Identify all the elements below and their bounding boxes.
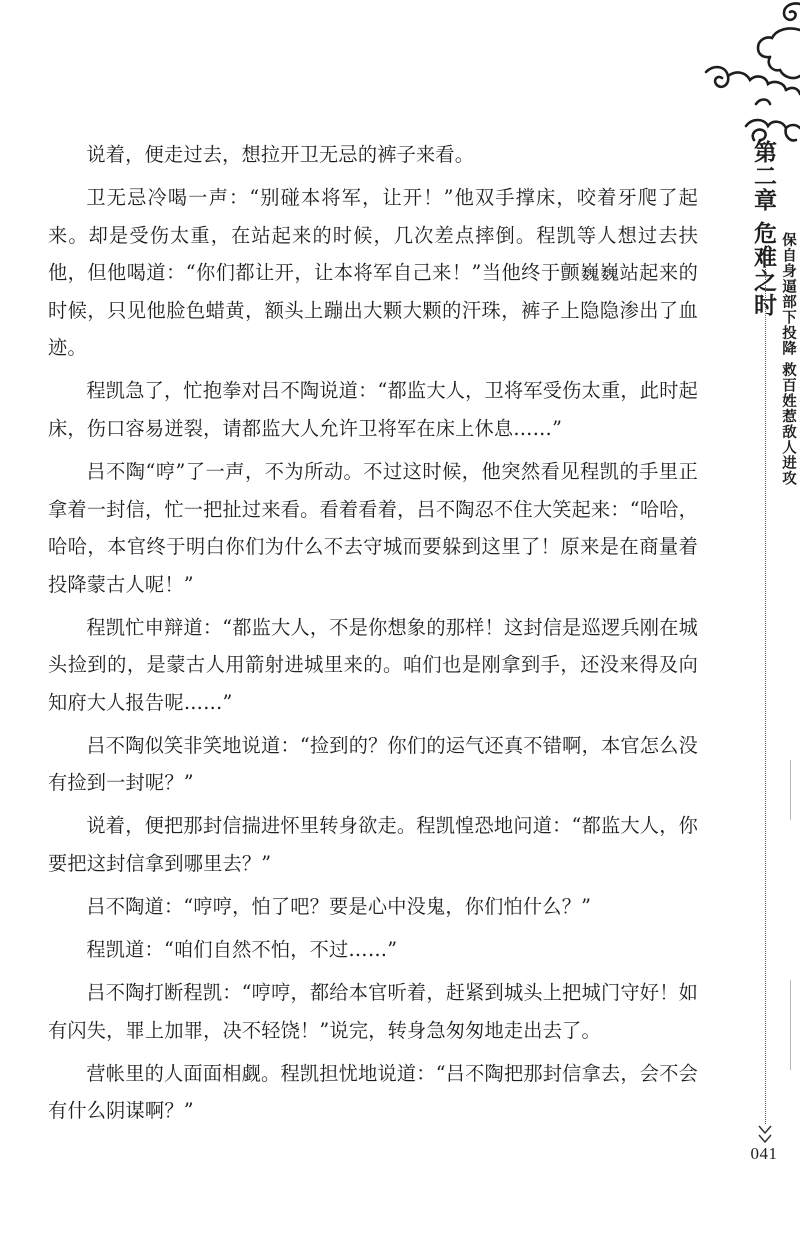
margin-divider	[765, 262, 766, 1124]
scan-edge-mark	[790, 760, 791, 820]
paragraph: 程凯道：“咱们自然不怕，不过……”	[86, 938, 398, 961]
paragraph: 吕不陶“哼”了一声，不为所动。不过这时候，他突然看见程凯的手里正拿着一封信，忙一把扯过来看。看着看着，吕不陶忍不住大笑起来：“哈哈，哈哈，本官终于明白你们为什么不去守城而要躲到这里了！原来是在商量着投降蒙古人呢！”	[48, 459, 698, 596]
cloud-ornament-icon	[700, 0, 800, 160]
paragraph: 卫无忌冷喝一声：“别碰本将军，让开！”他双手撑床，咬着牙爬了起来。却是受伤太重，在站起来的时候，几次差点摔倒。程凯等人想过去扶他，但他喝道：“你们都让开，让本将军自己来！”当他终于颤巍巍站起来的时候，只见他脸色蜡黄，额头上蹦出大颗大颗的汗珠，裤子上隐隐渗出了血迹。	[48, 185, 698, 360]
body-text	[48, 136, 698, 1135]
paragraph: 营帐里的人面面相觑。程凯担忧地说道：“吕不陶把那封信拿去，会不会有什么阴谋啊？”	[48, 1061, 698, 1123]
paragraph: 吕不陶道：“哼哼，怕了吧？要是心中没鬼，你们怕什么？”	[86, 895, 592, 919]
page-number: 041	[750, 1144, 778, 1163]
paragraph: 说着，便把那封信揣进怀里转身欲走。程凯惶恐地问道：“都监大人，你要把这封信拿到哪里去？”	[48, 814, 698, 876]
chapter-title: 第二章 危难之时	[750, 140, 777, 318]
chapter-subtitle: 保自身逼部下投降 救百姓惹敌人进攻	[780, 232, 797, 487]
paragraph: 吕不陶似笑非笑地说道：“捡到的？你们的运气还真不错啊，本官怎么没有捡到一封呢？”	[48, 733, 698, 795]
paragraph: 程凯急了，忙抱拳对吕不陶说道：“都监大人，卫将军受伤太重，此时起床，伤口容易迸裂，请都监大人允许卫将军在床上休息……”	[48, 379, 698, 440]
scan-edge-mark	[790, 980, 791, 1070]
paragraph: 程凯忙申辩道：“都监大人，不是你想象的那样！这封信是巡逻兵刚在城头捡到的，是蒙古人用箭射进城里来的。咱们也是刚拿到手，还没来得及向知府大人报告呢……”	[48, 615, 698, 714]
paragraph: 说着，便走过去，想拉开卫无忌的裤子来看。	[86, 143, 475, 166]
paragraph: 吕不陶打断程凯：“哼哼，都给本官听着，赶紧到城头上把城门守好！如有闪失，罪上加罪，决不轻饶！”说完，转身急匆匆地走出去了。	[48, 980, 698, 1042]
